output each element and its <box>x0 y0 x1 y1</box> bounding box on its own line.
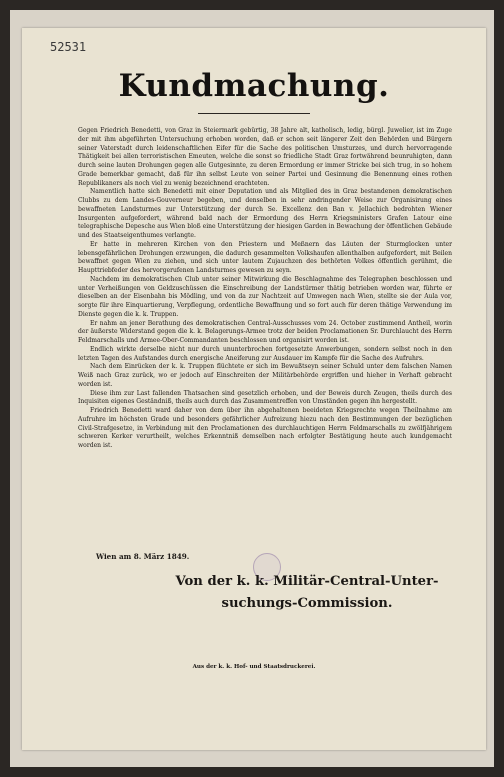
paragraph-4: Nachdem im demokratischen Club unter seiner Mitwirkung die Beschlagnahme des Telegraphen beschlossen und unter Verheißungen von Geldzuschüssen die Einschreibung der Landstürmer thätig betrieben worden war, führte er dieselben an der Eisenbahn bis Mödling, und von da zur Nachtzeit auf Umwegen nach Wien, stellte sie der Aula vor, sorgte für ihre Einquartierung, Verpflegung, ordentliche Bewaffnung und so fort auch für deren thätige Verwendung im Dienste gegen die k. k. Truppen. <box>78 275 452 318</box>
paragraph-2: Namentlich hatte sich Benedetti mit einer Deputation und als Mitglied des in Graz bestandenen demokratischen Clubbs zu dem Landes-Gouverneur begeben, und denselben in sehr andringender Weise zur Organisirung eines bewaffneten Landsturmes zur Unterstützung der durch Se. Excellenz den Ban v. Jellachich bedrohten Wiener Insurgenten aufgefordert, während bald nach der Ermordung des Herrn Kriegsministers Grafen Latour eine telegraphische Depesche aus Wien bloß eine Unterstützung der hiesigen Garden in Bewachung der öffentlichen Gebäude und des Staatseigenthumes verlangte. <box>78 188 452 239</box>
paragraph-9: Friedrich Benedetti ward daher von dem über ihn abgehaltenen beeideten Kriegsrechte wegen Theilnahme am Aufruhre im höchsten Grade und besonders gefährlicher Aufreizung hiezu nach den Bestimmungen der bezüglichen Civil-Strafgesetze, in Verbindung mit den Proclamationen des durchlauchtigen Herrn Feldmarschalls zu zwölfjährigem schweren Kerker verurtheilt, welches Erkenntniß demselben nach erfolgter Bestätigung heute auch kundgemacht worden ist. <box>78 407 452 449</box>
authority-line-1: Von der k. k. Militär-Central-Unter- <box>175 574 439 589</box>
paragraph-6: Endlich wirkte derselbe nicht nur durch ununterbrochen fortgesetzte Anwerbungen, sondern selbst noch in den letzten Tagen des Aufstandes durch energische Aneiferung zur Ausdauer im Kampfe für die Sache des Aufruhrs. <box>78 345 452 362</box>
document-body <box>78 127 452 451</box>
printer-imprint: Aus der k. k. Hof- und Staatsdruckerei. <box>192 664 316 670</box>
paragraph-7: Nach dem Einrücken der k. k. Truppen flüchtete er sich im Bewußtseyn seiner Schuld unter dem falschen Namen Weiß nach Graz zurück, wo er jedoch auf Einschreiten der Militärbehörde ergriffen und hieher in Verhaft gebracht worden ist. <box>78 363 452 388</box>
paragraph-3: Er hatte in mehreren Kirchen von den Priestern und Meßnern das Läuten der Sturmglocken unter lebensgefährlichen Drohungen erzwungen, die dadurch gesammelten Volkshaufen allenthalben aufgefordert, mit Beilen bewaffnet gegen Wien zu ziehen, und sich unter lautem Zujauchzen des bethörten Volkes öffentlich gerühmt, die Haupttriebfeder des hervorgerufenen Landsturmes gewesen zu seyn. <box>78 240 452 274</box>
paragraph-8: Diese ihm zur Last fallenden Thatsachen sind gesetzlich erhoben, und der Beweis durch Zeugen, theils durch des Inquisiten eigenes Geständniß, theils auch durch das Zusammentreffen von Umständen gegen ihn hergestellt. <box>78 389 452 406</box>
title-rule <box>198 113 310 114</box>
archive-number: 52531 <box>50 40 87 54</box>
issuing-authority <box>172 571 442 615</box>
authority-line-2: suchungs-Commission. <box>221 596 393 611</box>
paragraph-1: Gegen Friedrich Benedetti, von Graz in Steiermark gebürtig, 38 Jahre alt, katholisch, ledig, bürgl. Juwelier, ist im Zuge der mit ihm abgeführten Untersuchung erhoben worden, daß er schon seit längerer Zeit den Behörden und Bürgern seiner Vaterstadt durch leidenschaftlichen Eifer für die Sache des politischen Umsturzes, und durch hervorragende Thätigkeit bei allen terroristischen Emeuten, welche die sonst so friedliche Stadt Graz fortwährend beunruhigten, dann durch seine lauten Drohungen gegen alle Gutgesinnte, zu deren Ermordung er immer Stricke bei sich trug, in so hohem Grade bemerkbar gemacht, daß für ihn selbst Leute von seiner Partei und Gesinnung die Benennung eines rothen Republikaners als noch viel zu wenig bezeichnend erachteten. <box>78 127 452 187</box>
paragraph-5: Er nahm an jener Berathung des demokratischen Central-Ausschusses vom 24. October zustimmend Antheil, worin der äußerste Widerstand gegen die k. k. Belagerungs-Armee trotz der beiden Proclamationen Sr. Durchlaucht des Herrn Feldmarschalls und Armee-Ober-Commandanten beschlossen und organisirt worden ist. <box>78 319 452 344</box>
proclamation-sheet <box>22 28 486 750</box>
place-date: Wien am 8. März 1849. <box>96 552 190 561</box>
document-title: Kundmachung. <box>118 68 390 104</box>
